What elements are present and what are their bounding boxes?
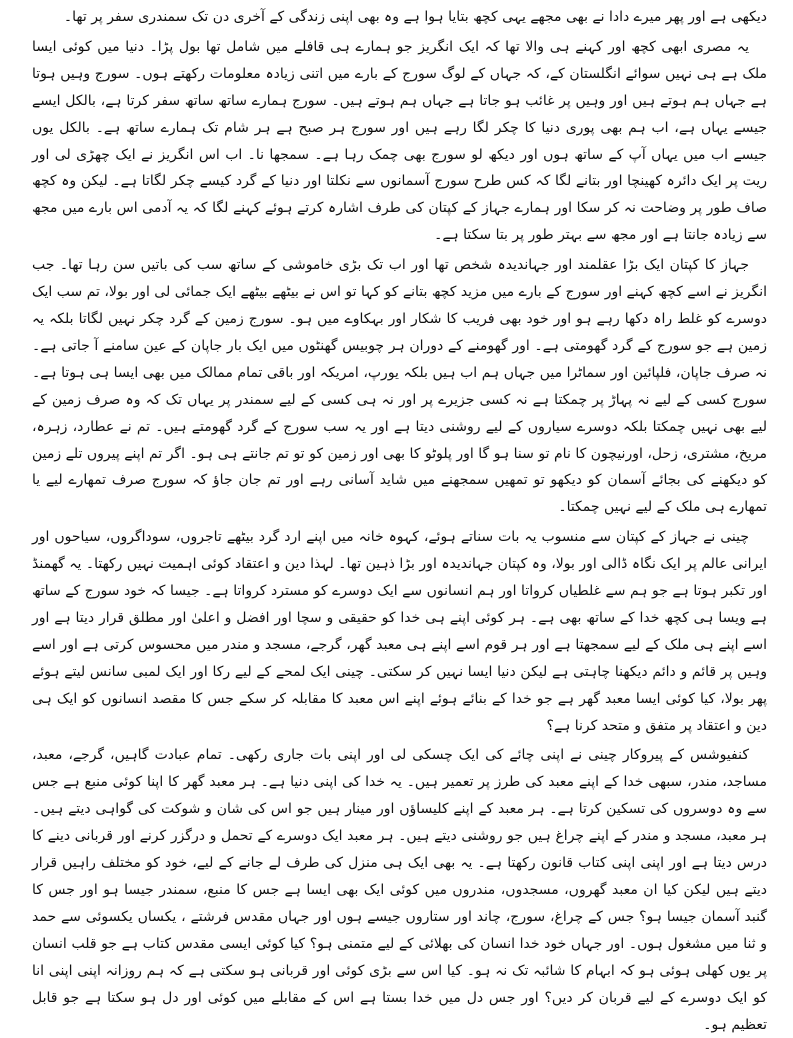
document-page	[32, 4, 768, 1033]
paragraph-1: دیکھی ہے اور پھر میرے دادا نے بھی مجھے یہی کچھ بتایا ہوا ہے وہ بھی اپنی زندگی کے آخری دن تک سمندری سفر پر تھا۔	[63, 9, 767, 25]
paragraph-5: کنفیوشس کے پیروکار چینی نے اپنی چائے کی ایک چسکی لی اور اپنی بات جاری رکھی۔ تمام عبادت گاہیں، گرجے، معبد، مساجد، مندر، سبھی خدا کے اپنے معبد کی طرز پر تعمیر ہیں۔ یہ خدا کی اپنی دنیا ہے۔ ہر معبد گھر کا اپنا کوئی منبع ہے جس سے وہ دوسروں کی تسکین کرتا ہے۔ ہر معبد کے اپنے کلیساؤں اور مینار ہیں جو اس کی شان و شوکت کی گواہی دیتے ہیں۔ ہر معبد، مسجد و مندر کے اپنے چراغ ہیں جو روشنی دیتے ہیں۔ ہر معبد ایک دوسرے کے تحمل و درگزر کرنے اور قربانی دینے کا درس دیتا ہے اور اپنی اپنی کتاب قانون رکھتا ہے۔ یہ بھی ایک ہی منزل کی طرف لے جانے کے لیے، خود کو مختلف راہیں قرار دیتے ہیں لیکن کیا ان معبد گھروں، مسجدوں، مندروں میں کوئی ایک بھی ایسا ہے جس کا منبع، سمندر جیسا ہو اور جس کا گنبد آسمان جیسا ہو؟ جس کے چراغ، سورج، چاند اور ستاروں جیسے ہوں اور جہاں مقدس فرشتے ، یکساں یکسوئی سے حمد و ثنا میں مشغول ہوں۔ اور جہاں خود خدا انسان کی بھلائی کے لیے متمنی ہو؟ کیا کوئی ایسی مقدس کتاب ہے جو قلب انسان پر یوں کھلی ہوئی ہو کہ ابہام کا شائبہ تک نہ ہو۔ کیا اس سے بڑی کوئی اور قربانی ہو سکتی ہے کہ ہم روزانہ اپنی اپنی انا کو ایک دوسرے کے لیے قربان کر دیں؟ اور جس دل میں خدا بستا ہے اس کے مقابلے میں کوئی اور دل ہو سکتا ہے جو قابل تعظیم ہو۔	[32, 747, 767, 1033]
paragraph-3: جہاز کا کپتان ایک بڑا عقلمند اور جہاندیدہ شخص تھا اور اب تک بڑی خاموشی کے ساتھ سب کی باتیں سن رہا تھا۔ جب انگریز نے اسے کچھ کہنے اور سورج کے بارے میں مزید کچھ بتانے کو کہا تو اس نے بیٹھے بیٹھے ایک جمائی لی اور بولا، تم سب ایک دوسرے کو غلط راہ دکھا رہے ہو اور خود بھی فریب کا شکار اور بہکاوے میں ہو۔ سورج زمین کے گرد چکر نہیں لگاتا بلکہ یہ زمین ہے جو سورج کے گرد گھومتی ہے۔ اور گھومنے کے دوران ہر چوبیس گھنٹوں میں ایک بار جاپان کے عین سامنے آ جاتی ہے۔ نہ صرف جاپان، فلپائین اور سماٹرا میں جہاں ہم اب ہیں بلکہ یورپ، امریکہ اور باقی تمام ممالک میں بھی ایسا ہی ہوتا ہے۔ سورج کسی کے لیے نہ پہاڑ پر چمکتا ہے نہ کسی جزیرے پر اور نہ ہی کسی کے لیے سمندر پر یہاں تک کہ وہ صرف زمین کے لیے بھی نہیں چمکتا بلکہ دوسرے سیاروں کے لیے روشنی دیتا ہے اور یہ سب سورج کے گرد گھومتے ہیں۔ تم نے عطارد، زہرہ، مریخ، مشتری، زحل، اورنیچون کا نام تو سنا ہو گا اور پلوٹو کا بھی اور زمین کو تو تم جانتے ہی ہو۔ اگر تم اپنے پیروں تلے زمین کو دیکھنے کی بجائے آسمان کو دیکھو تو تمھیں سمجھنے میں شاید آسانی رہے اور تم جان جاؤ کہ سورج صرف تمھارے لیے یا تمھارے ہی ملک کے لیے نہیں چمکتا۔	[32, 257, 768, 516]
paragraph-2: یہ مصری ابھی کچھ اور کہنے ہی والا تھا کہ ایک انگریز جو ہمارے ہی قافلے میں شامل تھا بول پڑا۔ دنیا میں کوئی ایسا ملک ہے ہی نہیں سوائے انگلستان کے، کہ جہاں کے لوگ سورج کے بارے میں اتنی زیادہ معلومات رکھتے ہوں۔ سورج وہیں ہوتا ہے جہاں ہم ہوتے ہیں اور وہیں پر غائب ہو جاتا ہے جہاں ہم ہوتے ہیں۔ سورج ہمارے ساتھ ساتھ سفر کرتا ہے، بالکل ایسے جیسے یہاں ہے، اب ہم بھی پوری دنیا کا چکر لگا رہے ہیں اور سورج ہر صبح ہے ہر شام تک ہمارے ساتھ ہے۔ بالکل یوں جیسے اب میں یہاں آپ کے ساتھ ہوں اور دیکھ لو سورج بھی چمک رہا ہے۔ سمجھا نا۔ اب اس انگریز نے ایک چھڑی لی اور ریت پر ایک دائرہ کھینچا اور بتانے لگا کہ کس طرح سورج آسمانوں سے نکلتا اور دنیا کے گرد کیسے چکر لگاتا ہے۔ لیکن وہ کچھ صاف طور پر وضاحت نہ کر سکا اور ہمارے جہاز کے کپتان کی طرف اشارہ کرتے ہوئے کہنے لگا کہ یہ آدمی اس بارے میں مجھ سے زیادہ جانتا ہے اور مجھ سے بہتر طور پر بتا سکتا ہے۔	[32, 38, 767, 244]
paragraph-4: چینی نے جہاز کے کپتان سے منسوب یہ بات سناتے ہوئے، کہوہ خانہ میں اپنے ارد گرد بیٹھے تاجروں، سوداگروں، سیاحوں اور ایرانی عالم پر ایک نگاہ ڈالی اور بولا، وہ کپتان جہاندیدہ اور بڑا ذہین تھا۔ لہذا دین و اعتقاد کوئی اہمیت نہیں رکھتا۔ یہ گھمنڈ اور تکبر ہوتا ہے جو ہم سے غلطیاں کرواتا اور ہم انسانوں سے ایک دوسرے کو مسترد کرواتا ہے۔ جیسا کہ خود سورج کے ساتھ ہے ویسا ہی کچھ خدا کے ساتھ بھی ہے۔ ہر کوئی اپنے ہی خدا کو حقیقی و سچا اور افضل و اعلیٰ اور مطلق قرار دیتا ہے اور اسے اپنے ہی ملک کے لیے سمجھتا ہے اور ہر قوم اسے اپنے ہی معبد گھر، گرجے، مسجد و مندر میں محسوس کرتی ہے اور اسے وہیں پر قائم و دائم دیکھنا چاہتی ہے لیکن دنیا ایسا نہیں کر سکتی۔ چینی ایک لمحے کے لیے رکا اور ایک لمبی سانس لیتے ہوئے پھر بولا، کیا کوئی ایسا معبد گھر ہے جو خدا کے بنائے ہوئے اپنے اس معبد کا مقابلہ کر سکے جس کا مقصد انسانوں کو ایک ہی دین و اعتقاد پر متفق و متحد کرنا ہے؟	[32, 529, 767, 734]
